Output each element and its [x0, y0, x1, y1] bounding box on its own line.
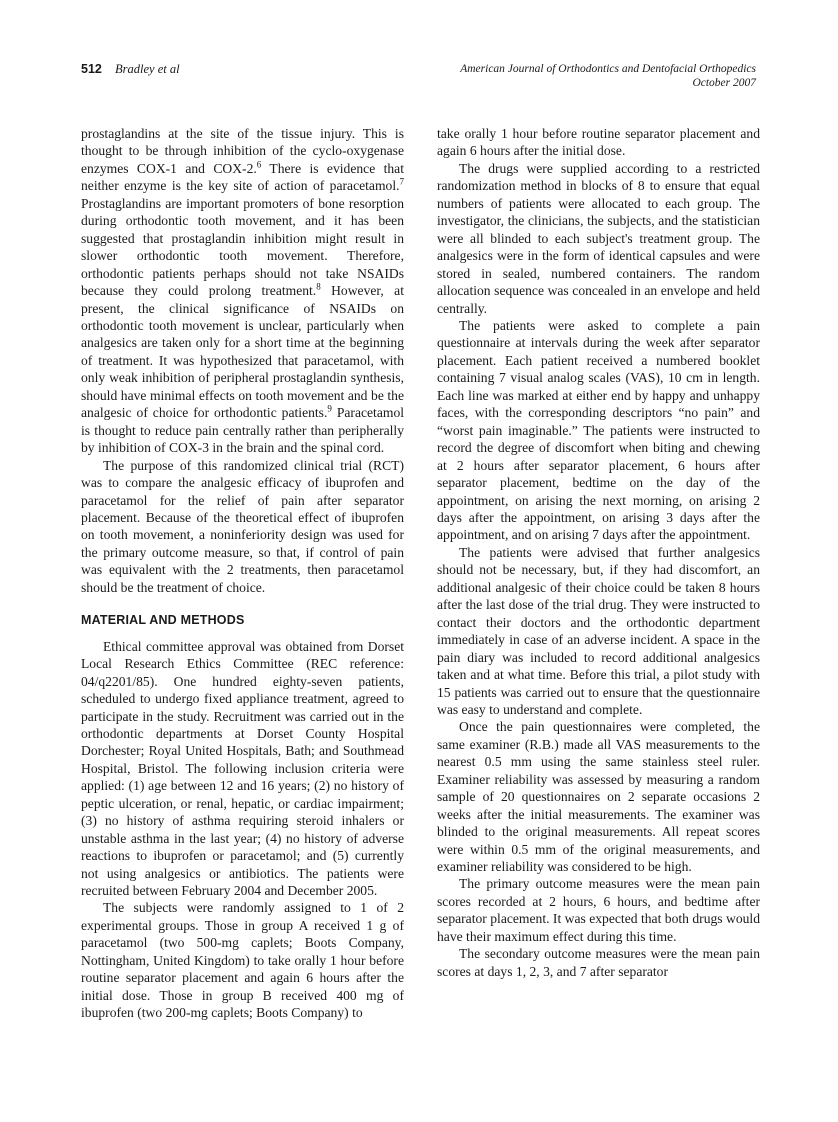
paragraph: The patients were asked to complete a pain questionnaire at intervals during the week after separator placement. Each patient received a numbered booklet containing 7 visual analog scales (VAS), 10 cm in length. Each line was marked at either end by happy and unhappy faces, with the corresponding descriptors “no pain” and “worst pain imaginable.” The patients were instructed to record the degree of discomfort when biting and chewing at 2 hours after separator placement, 6 hours after separator placement, bedtime on the day of the appointment, on arising the next morning, on arising 2 days after the appointment, on arising 3 days after the appointment, and on arising 7 days after the appointment. [437, 317, 760, 543]
citation-ref[interactable]: 8 [316, 281, 321, 292]
running-header [81, 62, 756, 102]
paragraph: Once the pain questionnaires were completed, the same examiner (R.B.) made all VAS measurements to the nearest 0.5 mm using the same stainless steel ruler. Examiner reliability was assessed by measuring a random sample of 20 questionnaires on 2 separate occasions 2 weeks after the initial measurements. The examiner was blinded to the original measurements. All repeat scores were within 0.5 mm of the original measurements, and examiner reliability was considered to be high. [437, 719, 760, 875]
section-heading: MATERIAL AND METHODS [81, 613, 245, 628]
citation-ref[interactable]: 7 [399, 176, 404, 187]
paragraph [81, 125, 404, 457]
journal-title: American Journal of Orthodontics and Dentofacial Orthopedics [460, 63, 756, 75]
running-authors: Bradley et al [115, 62, 180, 76]
text-run: However, at present, the clinical significance of NSAIDs on orthodontic tooth movement is unclear, particularly when analgesics are taken only for a short time at the beginning of treatment. It was hypothesized that paracetamol, with only weak inhibition of peripheral prostaglandin synthesis, should have minimal effects on tooth movement and be the analgesic of choice for orthodontic patients. [81, 283, 404, 421]
issue-date: October 2007 [692, 77, 756, 89]
text-run: Prostaglandins are important promoters of bone resorption during orthodontic tooth movement, and it has been suggested that prostaglandin inhibition might result in slower orthodontic tooth movement. Therefore, orthodontic patients perhaps should not take NSAIDs because they could prolong treatment. [81, 195, 404, 299]
paragraph: The subjects were randomly assigned to 1 of 2 experimental groups. Those in group A received 1 g of paracetamol (two 500-mg caplets; Boots Company, Nottingham, United Kingdom) to take orally 1 hour before routine separator placement and again 6 hours after the initial dose. Those in group B received 400 mg of ibuprofen (two 200-mg caplets; Boots Company) to [81, 900, 404, 1021]
text-run: There is evidence that neither enzyme is the key site of action of paracetamol. [81, 160, 404, 194]
left-column [81, 125, 404, 1022]
right-column [437, 125, 760, 980]
journal-info [460, 62, 756, 90]
citation-ref[interactable]: 9 [327, 403, 332, 414]
paragraph: Ethical committee approval was obtained from Dorset Local Research Ethics Committee (REC reference: 04/q2201/85). One hundred eighty-seven patients, scheduled to undergo fixed appliance treatment, agreed to participate in the study. Recruitment was carried out in the orthodontic departments at Dorset County Hospital Dorchester; Royal United Hospitals, Bath; and Southmead Hospital, Bristol. The following inclusion criteria were applied: (1) age between 12 and 16 years; (2) no history of peptic ulceration, or renal, hepatic, or cardiac impairment; (3) no history of asthma requiring steroid inhalers or unstable asthma in the last year; (4) no history of adverse reactions to ibuprofen or paracetamol; and (5) currently not using analgesics or antibiotics. The patients were recruited between February 2004 and December 2005. [81, 638, 404, 899]
paragraph: The purpose of this randomized clinical trial (RCT) was to compare the analgesic efficacy of ibuprofen and paracetamol for the relief of pain after separator placement. Because of the theoretical effect of ibuprofen on tooth movement, a noninferiority design was used for the primary outcome measure, so that, if control of pain was equivalent with the 2 treatments, then paracetamol should be the treatment of choice. [81, 457, 404, 595]
paragraph: take orally 1 hour before routine separator placement and again 6 hours after the initial dose. [437, 126, 760, 159]
page-number: 512 [81, 62, 102, 76]
paragraph: The drugs were supplied according to a restricted randomization method in blocks of 8 to ensure that equal numbers of patients were allocated to each group. The investigator, the clinicians, the subjects, and the statistician were all blinded to each subject's treatment group. The analgesics were in the form of identical capsules and were stored in sealed, numbered containers. The random allocation sequence was concealed in an envelope and held centrally. [437, 160, 760, 316]
paragraph: The patients were advised that further analgesics should not be necessary, but, if they had discomfort, an additional analgesic of their choice could be taken 8 hours after the last dose of the trial drug. They were instructed to contact their doctors and the orthodontic department immediately in case of an adverse incident. A space in the pain diary was included to record additional analgesics taken and at what time. Before this trial, a pilot study with 15 patients was carried out to ensure that the questionnaire was easy to understand and complete. [437, 544, 760, 717]
text-run: prostaglandins at the site of the tissue injury. This is thought to be through inhibition of the cyclo-oxygenase enzymes COX-1 and COX-2. [81, 126, 404, 176]
citation-ref[interactable]: 6 [256, 159, 262, 170]
paragraph: The secondary outcome measures were the mean pain scores at days 1, 2, 3, and 7 after separator [437, 946, 760, 979]
text-run: Paracetamol is thought to reduce pain centrally rather than peripherally by inhibition of COX-3 in the brain and the spinal cord. [81, 405, 405, 456]
paragraph: The primary outcome measures were the mean pain scores recorded at 2 hours, 6 hours, and bedtime after separator placement. It was expected that both drugs would have their maximum effect during this time. [437, 876, 760, 944]
